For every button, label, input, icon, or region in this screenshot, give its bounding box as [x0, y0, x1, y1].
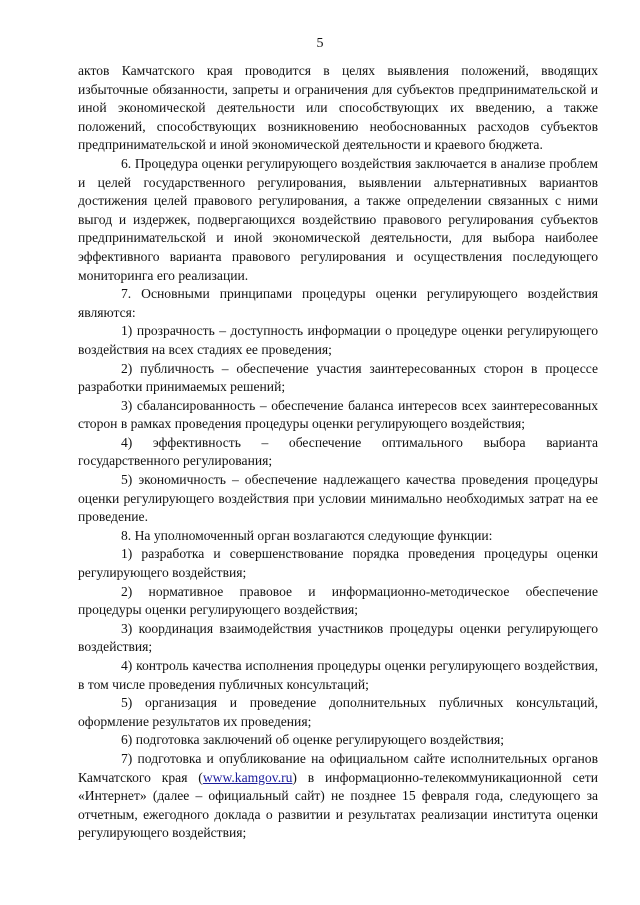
function-5: 5) организация и проведение дополнительных публичных консультаций, оформление результатов их проведения;	[78, 695, 598, 729]
document-body	[78, 62, 598, 843]
paragraph-continuation: актов Камчатского края проводится в целях выявления положений, вводящих избыточные обязанности, запреты и ограничения для субъектов предпринимательской и иной экономической деятельности или способствующих их введению, а также положений, способствующих возникновению необоснованных расходов субъектов предпринимательской и иной экономической деятельности и краевого бюджета.	[78, 63, 598, 153]
page-number: 5	[316, 36, 324, 51]
function-3: 3) координация взаимодействия участников процедуры оценки регулирующего воздействия;	[78, 620, 598, 655]
principle-publicity: 2) публичность – обеспечение участия заинтересованных сторон в процессе разработки принимаемых решений;	[78, 360, 598, 395]
paragraph-item-6: 6. Процедура оценки регулирующего воздействия заключается в анализе проблем и целей государственного регулирования, выявлении альтернативных вариантов достижения целей правового регулирования, а также определении связанных с ними выгод и издержек, подвергающихся воздействию правового регулирования субъектов предпринимательской и иной экономической деятельности, для выбора наиболее эффективного варианта правового регулирования и осуществления последующего мониторинга его реализации.	[78, 155, 598, 283]
function-7	[78, 750, 598, 843]
function-1: 1) разработка и совершенствование порядка проведения процедуры оценки регулирующего воздействия;	[78, 546, 598, 581]
principle-balance: 3) сбалансированность – обеспечение баланса интересов всех заинтересованных сторон в рамках проведения процедуры оценки регулирующего воздействия;	[78, 397, 598, 432]
principle-economy: 5) экономичность – обеспечение надлежащего качества проведения процедуры оценки регулирующего воздействия при условии минимально необходимых затрат на ее проведение.	[78, 472, 598, 525]
paragraph-item-7: 7. Основными принципами процедуры оценки регулирующего воздействия являются:	[78, 286, 598, 320]
paragraph-item-8: 8. На уполномоченный орган возлагаются следующие функции:	[121, 527, 493, 543]
function-7-text-after-link: ) в информационно-телекоммуникационной сети «Интернет» (далее – официальный сайт) не позднее 15 февраля года, следующего за отчетным, ежегодного доклада о развитии и результатах реализации института оценки регулирующего воздействия;	[78, 769, 599, 841]
principle-transparency: 1) прозрачность – доступность информации о процедуре оценки регулирующего воздействия на всех стадиях ее проведения;	[78, 323, 598, 357]
kamgov-link[interactable]: www.kamgov.ru	[202, 769, 293, 785]
function-2: 2) нормативное правовое и информационно-методическое обеспечение процедуры оценки регулирующего воздействия;	[78, 583, 598, 618]
function-7-text-before-link: 7) подготовка и опубликование на официальном сайте исполнительных органов Камчатского края (	[78, 750, 598, 785]
principle-efficiency: 4) эффективность – обеспечение оптимального выбора варианта государственного регулирования;	[78, 434, 598, 469]
function-4: 4) контроль качества исполнения процедуры оценки регулирующего воздействия, в том числе проведения публичных консультаций;	[78, 658, 598, 692]
function-6: 6) подготовка заключений об оценке регулирующего воздействия;	[121, 732, 505, 748]
